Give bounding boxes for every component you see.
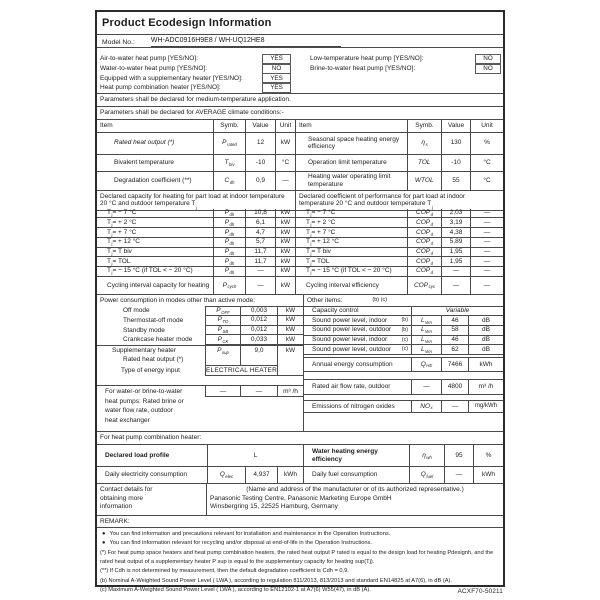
unit-cell: kW <box>276 133 296 155</box>
table-row <box>97 155 503 172</box>
declaration-note: Parameters shall be declared for medium-temperature application. <box>97 93 503 107</box>
value-cell: 58 <box>441 326 468 335</box>
value-cell: — <box>441 401 468 412</box>
value-cell: 11,7 <box>246 257 276 267</box>
flag-label: Heat pump combination heater [YES/NO]: <box>100 84 221 92</box>
unit-cell: — <box>471 228 503 238</box>
unit-cell: kW <box>276 238 296 248</box>
symbol-cell: P cych <box>214 277 246 296</box>
value-cell: — <box>444 467 473 483</box>
symbol-cell: P OFF <box>205 306 240 316</box>
unit-cell: m³ /h <box>277 386 303 397</box>
contact-label: Contact details for obtaining more information <box>97 484 207 515</box>
item-cell: Sound power level, indoor (c) <box>312 336 408 344</box>
symbol-cell: COP d <box>408 257 442 267</box>
unit-cell: kW <box>277 326 303 336</box>
condition-cell: T j = − 7 °C <box>97 209 214 219</box>
mode-row <box>97 335 303 345</box>
item-cell: Annual energy consumption <box>312 360 393 368</box>
table-row <box>97 218 503 228</box>
condition-cell: T j = + 12 °C <box>97 238 214 248</box>
symbol-cell: COP d <box>408 228 442 238</box>
table-row <box>97 238 503 248</box>
item-cell: Daily fuel consumption <box>312 471 378 479</box>
unit-cell: kW <box>276 218 296 228</box>
combination-heater-band <box>97 445 503 484</box>
table-row <box>97 277 503 296</box>
item-cell: Sound power level, outdoor (c) <box>312 345 408 353</box>
table-row <box>97 267 503 277</box>
value-cell: 4,7 <box>246 228 276 238</box>
unit-cell: dB <box>468 345 503 354</box>
unit-cell: kW <box>277 316 303 326</box>
col-unit: Unit <box>276 120 296 133</box>
value-cell: 9,0 <box>240 346 277 356</box>
unit-cell: mg/kWh <box>468 401 503 412</box>
unit-cell: — <box>471 248 503 258</box>
value-cell: 4800 <box>441 380 468 394</box>
table-row <box>97 133 503 155</box>
value-cell: 55 <box>442 172 471 191</box>
flag-row <box>97 83 503 93</box>
item-cell: Sound power level, indoor (b) <box>312 316 408 324</box>
condition-cell: T j = TOL <box>296 257 408 267</box>
symbol-cell: COP d <box>408 209 442 219</box>
unit-cell: kW <box>276 209 296 219</box>
model-row <box>97 35 503 48</box>
unit-cell: dB <box>468 326 503 335</box>
value-cell: 12 <box>246 133 276 155</box>
rated-heat-output-row <box>97 355 303 365</box>
part-load-header <box>97 191 503 209</box>
other-items-section <box>303 295 503 431</box>
item-cell: Heating water operating limit temperature <box>296 172 408 191</box>
flag-value-box: YES <box>262 73 291 83</box>
unit-cell: kWh <box>468 358 503 371</box>
load-profile-row <box>97 445 303 467</box>
item-cell: Type of energy input <box>121 366 180 374</box>
remark-footnote: (b) Nominal A-Weighted Sound Power Level ( LWA ), according to regulation 811/2013, 813/2013 and standard EN14825 at A7(6), in dB (A). <box>100 577 452 584</box>
symbol-cell: T biv <box>214 155 246 172</box>
item-cell: Degradation coefficient (**) <box>97 172 214 191</box>
table-row <box>97 257 503 267</box>
symbol-cell: COP d <box>408 238 442 248</box>
spacer <box>97 376 303 385</box>
flag-value-box: NO <box>475 54 501 64</box>
value-cell: — <box>442 267 471 277</box>
symbol-cell: η wh <box>409 445 444 466</box>
unit-cell: % <box>473 445 503 466</box>
item-cell: Sound power level, outdoor (b) <box>312 326 408 334</box>
bullet-icon: ● <box>102 540 106 547</box>
contact-details <box>97 484 503 516</box>
value-cell: 10,8 <box>246 209 276 219</box>
item-cell: Seasonal space heating energy efficiency <box>296 133 408 155</box>
combination-heater-title: For heat pump combination heater: <box>97 431 503 445</box>
flag-label: Water-to-water heat pump [YES/NO]: <box>100 64 208 72</box>
item-cell: Capacity control <box>312 307 359 315</box>
col-symb: Symb. <box>408 120 442 133</box>
condition-cell: T j = − 15 °C (if TOL < − 20 °C) <box>296 267 408 277</box>
value-cell: — <box>246 277 276 296</box>
value-cell: 11,7 <box>246 248 276 258</box>
part-load-header-right: Declared coefficient of performance for part load at indoor temperature 20 °C and outdoor temperature $T_j$ <box>296 191 503 211</box>
symbol-cell: P dh <box>214 238 246 248</box>
item-cell: Bivalent temperature <box>97 155 214 172</box>
unit-cell: — <box>471 277 503 296</box>
symbol-cell: — <box>205 386 240 397</box>
value-cell: 4,38 <box>442 228 471 238</box>
flag-label: Brine-to-water heat pump [YES/NO]: <box>310 64 416 72</box>
item-cell: For water-or brine-to-water heat pumps: Rated brine or water flow rate, outdoor heat exchanger <box>105 388 184 424</box>
symbol-cell: Q HE <box>411 358 441 371</box>
remark-bullet: ● You can find information relevant for recycling and/or disposal at end-of-life in the Operation Instructions. <box>100 539 499 548</box>
item-cell: Crankcase heater mode <box>123 336 193 344</box>
value-cell: 0,012 <box>240 326 277 336</box>
symbol-cell: P dh <box>214 228 246 238</box>
value-cell: 1,95 <box>442 248 471 258</box>
unit-cell: °C <box>471 172 503 191</box>
symbol-cell: WTOL <box>408 172 442 191</box>
unit-cell: kW <box>276 257 296 267</box>
table-row <box>97 172 503 191</box>
item-cell: Daily electricity consumption <box>97 467 207 484</box>
flag-label: Air-to-water heat pump [YES/NO]: <box>100 55 198 63</box>
value-cell: 5,7 <box>246 238 276 248</box>
col-symb: Symb. <box>214 120 246 133</box>
remark-footnote: (*) For heat pump space heaters and heat pump combination heaters, the rated heat output P rated is equal to the design load for heating Pdesignh, and the rated heat output of a supplementary heater P sup is equal to the supplementary capacity for heating sup(Tj). <box>100 549 494 566</box>
flag-label: Low-temperature heat pump [YES/NO]: <box>310 55 424 63</box>
model-value: WH-ADC0916H9E8 / WH-UQ12HE8 <box>151 37 341 47</box>
unit-cell: kWh <box>473 467 503 483</box>
condition-cell: T j = − 7 °C <box>296 209 408 219</box>
col-unit: Unit <box>471 120 503 133</box>
symbol-cell: L WA <box>411 316 441 325</box>
col-item: Item <box>97 120 214 133</box>
symbol-cell: P sup <box>205 346 240 356</box>
sound-row <box>304 326 503 336</box>
item-cell: Declared load profile <box>97 445 207 467</box>
item-cell: Off mode <box>123 307 150 315</box>
condition-cell: T j = − 15 °C (if TOL < − 20 °C) <box>97 267 214 277</box>
value-cell: — <box>240 386 277 397</box>
value-cell: 0,012 <box>240 316 277 326</box>
remark-footnote: (**) If Cdh is not determined by measurement, then the default degradation coefficient is Cdh = 0,9. <box>100 568 349 575</box>
value-cell: 130 <box>442 133 471 155</box>
value-cell: 7466 <box>441 358 468 371</box>
symbol-cell: L WA <box>411 345 441 354</box>
unit-cell: dB <box>468 336 503 345</box>
flag-row <box>97 73 503 83</box>
col-value: Value <box>442 120 471 133</box>
sound-row <box>304 345 503 355</box>
value-cell: 95 <box>444 445 473 466</box>
unit-cell: — <box>471 209 503 219</box>
value-cell: — <box>442 277 471 296</box>
value-cell: Variable <box>411 307 503 315</box>
value-cell: 4,937 <box>245 467 277 484</box>
part-load-header-left: Declared capacity for heating for part load at indoor temperature 20 °C and outdoor temperature $T_j$ <box>97 191 296 211</box>
flag-value-box: YES <box>262 54 291 64</box>
bullet-icon: ● <box>102 531 106 538</box>
condition-cell: Cycling interval efficiency <box>296 277 408 296</box>
symbol-cell: P dh <box>214 209 246 219</box>
water-heating-row <box>304 445 503 467</box>
unit-cell: kW <box>277 306 303 316</box>
mode-row <box>97 326 303 336</box>
item-cell: Supplementary heater <box>112 346 176 354</box>
declaration-note: Parameters shall be declared for AVERAGE climate conditions:- <box>97 107 503 120</box>
section-title: Power consumption in modes other than active mode: <box>100 296 256 304</box>
condition-cell: T j = + 7 °C <box>296 228 408 238</box>
item-cell: Thermostat-off mode <box>123 316 184 324</box>
symbol-cell: P SB <box>205 326 240 336</box>
value-cell: 46 <box>441 316 468 325</box>
col-value: Value <box>246 120 276 133</box>
symbol-cell: Q elec <box>207 467 245 484</box>
symbol-cell: P dh <box>214 267 246 277</box>
symbol-cell: P dh <box>214 218 246 228</box>
condition-cell: T j = TOL <box>97 257 214 267</box>
sound-row <box>304 316 503 326</box>
symbol-cell: P dh <box>214 248 246 258</box>
energy-input-value: ELECTRICAL HEATER <box>205 365 277 377</box>
condition-cell: T j = + 2 °C <box>97 218 214 228</box>
mode-row <box>97 316 303 326</box>
symbol-cell: L WA <box>411 336 441 345</box>
symbol-cell: P CK <box>205 335 240 345</box>
manufacturer-address: Winsbergring 15, 22525 Hamburg, Germany <box>210 503 338 511</box>
manufacturer-name: Panasonic Testing Centre, Panasonic Marketing Europe GmbH <box>210 494 392 502</box>
item-cell: Rated air flow rate, outdoor <box>312 383 391 391</box>
value-cell: — <box>246 267 276 277</box>
unit-cell: kW <box>276 267 296 277</box>
value-cell: 2,03 <box>442 209 471 219</box>
unit-cell: — <box>471 218 503 228</box>
section-title: Other items: (b) (c) <box>307 296 388 304</box>
value-cell: 5,89 <box>442 238 471 248</box>
value-cell: 3,19 <box>442 218 471 228</box>
condition-cell: T j = + 2 °C <box>296 218 408 228</box>
capacity-control-row <box>304 306 503 316</box>
unit-cell: kW <box>277 335 303 345</box>
unit-cell: kW <box>276 277 296 296</box>
unit-cell: kW <box>277 346 303 356</box>
value-cell: -10 <box>442 155 471 172</box>
combination-right <box>303 445 503 484</box>
annual-energy-row <box>304 357 503 372</box>
value-cell: 1,95 <box>442 257 471 267</box>
col-item: Item <box>296 120 408 133</box>
unit-cell: — <box>276 172 296 191</box>
symbol-cell: TOL <box>408 155 442 172</box>
remark-footnote: (c) Maximum A-Weighted Sound Power Level ( LWA ), according to EN12102-1 at A7(6) W55(47), in dB (A). <box>100 586 371 593</box>
unit-cell: m³ /h <box>468 380 503 394</box>
unit-cell: °C <box>471 155 503 172</box>
daily-electricity-row <box>97 467 303 484</box>
mode-row <box>97 306 303 316</box>
symbol-cell: P TO <box>205 316 240 326</box>
contact-content <box>207 484 503 515</box>
value-cell: 0,003 <box>240 306 277 316</box>
symbol-cell: NO x <box>411 401 441 412</box>
symbol-cell: COP cyc <box>408 277 442 296</box>
condition-cell: Cycling interval capacity for heating <box>97 277 214 296</box>
daily-fuel-row <box>304 467 503 484</box>
flag-label: Equipped with a supplementary heater [YES/NO]: <box>100 74 243 82</box>
sound-row <box>304 336 503 346</box>
symbol-cell: Q fuel <box>409 467 444 483</box>
table-header-row <box>97 120 503 133</box>
document-code: ACXF70-50211 <box>457 588 503 595</box>
unit-cell: — <box>471 238 503 248</box>
flag-row <box>97 64 503 74</box>
item-cell: Operation limit temperature <box>296 155 408 172</box>
value-cell: 0,9 <box>246 172 276 191</box>
flag-value-box: YES <box>262 83 291 93</box>
combination-left <box>97 445 303 484</box>
energy-input-row <box>97 365 303 377</box>
condition-cell: T j = T biv <box>97 248 214 258</box>
unit-cell: kW <box>276 248 296 258</box>
table-row <box>97 209 503 219</box>
air-flow-row <box>304 379 503 395</box>
condition-cell: T j = T biv <box>296 248 408 258</box>
symbol-cell: C dh <box>214 172 246 191</box>
footnote-markers: (b) (c) <box>372 297 388 304</box>
unit-cell: % <box>471 133 503 155</box>
item-cell: Emissions of nitrogen oxides <box>312 402 395 410</box>
remark-bullet: ● You can find information and precautions relevant for installation and maintenance in the Operation Instructions. <box>100 530 499 539</box>
symbol-cell: COP d <box>408 218 442 228</box>
remark-body <box>97 528 503 595</box>
value-cell: L <box>207 445 303 467</box>
page-title: Product Ecodesign Information <box>97 12 503 35</box>
table-row <box>97 248 503 258</box>
brine-flow-row <box>97 385 303 430</box>
unit-cell: kWh <box>277 467 303 484</box>
model-label: Model No.: <box>102 38 135 46</box>
flag-row <box>97 54 503 64</box>
item-cell: Rated heat output (*) <box>123 356 184 364</box>
item-cell: Standby mode <box>123 326 165 334</box>
flag-value-box: NO <box>262 64 291 74</box>
table-row <box>97 228 503 238</box>
remark-title: REMARK: <box>97 516 503 528</box>
symbol-cell: η s <box>408 133 442 155</box>
power-consumption-section <box>97 295 303 431</box>
item-cell: Water heating energy efficiency <box>312 448 378 463</box>
unit-cell: dB <box>468 316 503 325</box>
symbol-cell: COP d <box>408 248 442 258</box>
power-other-band <box>97 295 503 431</box>
supplementary-heater-row <box>97 345 303 356</box>
flag-value-box: NO <box>475 64 501 74</box>
unit-cell: °C <box>276 155 296 172</box>
value-cell: 0,033 <box>240 335 277 345</box>
condition-cell: T j = + 12 °C <box>296 238 408 248</box>
symbol-cell: P rated <box>214 133 246 155</box>
manufacturer-note: (Name and address of the manufacturer or of its authorized representative.) <box>246 486 464 494</box>
value-cell: 6,1 <box>246 218 276 228</box>
condition-cell: T j = + 7 °C <box>97 228 214 238</box>
item-cell: Rated heat output (*) <box>97 133 214 155</box>
unit-cell: — <box>471 257 503 267</box>
nox-row <box>304 400 503 413</box>
unit-cell: kW <box>276 228 296 238</box>
symbol-cell: COP d <box>408 267 442 277</box>
value-cell: 62 <box>441 345 468 354</box>
symbol-cell: L WA <box>411 326 441 335</box>
symbol-cell: — <box>411 380 441 394</box>
value-cell: 46 <box>441 336 468 345</box>
value-cell: -10 <box>246 155 276 172</box>
symbol-cell: P dh <box>214 257 246 267</box>
unit-cell: — <box>471 267 503 277</box>
